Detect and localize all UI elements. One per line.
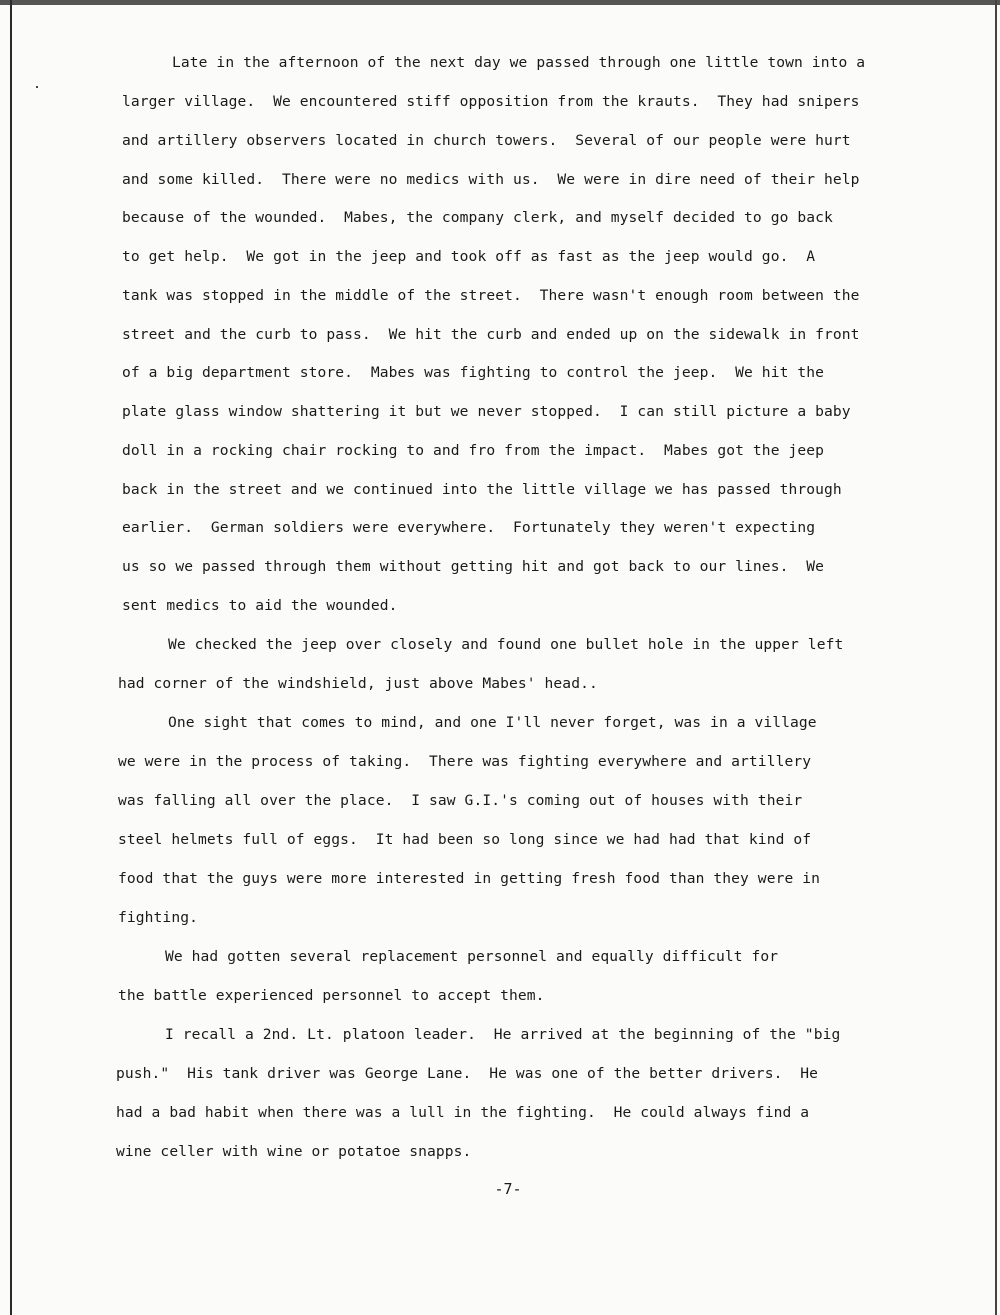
text-line: the battle experienced personnel to accept them. — [118, 987, 545, 1004]
text-line: doll in a rocking chair rocking to and fro from the impact. Mabes got the jeep — [122, 442, 825, 459]
text-line: and artillery observers located in church towers. Several of our people were hurt — [122, 132, 851, 149]
text-line: push." His tank driver was George Lane. He was one of the better drivers. He — [116, 1065, 819, 1082]
text-line: and some killed. There were no medics with us. We were in dire need of their help — [122, 171, 860, 188]
text-line: larger village. We encountered stiff opposition from the krauts. They had snipers — [122, 93, 860, 110]
text-line: wine celler with wine or potatoe snapps. — [116, 1143, 472, 1160]
text-line: to get help. We got in the jeep and took off as fast as the jeep would go. A — [122, 248, 816, 265]
text-line: was falling all over the place. I saw G.I.'s coming out of houses with their — [118, 792, 803, 809]
text-line: We checked the jeep over closely and found one bullet hole in the upper left — [168, 636, 844, 653]
text-line: had corner of the windshield, just above Mabes' head.. — [118, 675, 598, 692]
text-line: sent medics to aid the wounded. — [122, 597, 398, 614]
text-line: back in the street and we continued into the little village we has passed through — [122, 481, 842, 498]
text-line: earlier. German soldiers were everywhere. Fortunately they weren't expecting — [122, 519, 816, 536]
text-line: plate glass window shattering it but we never stopped. I can still picture a baby — [122, 403, 851, 420]
text-line: fighting. — [118, 909, 198, 926]
ink-speck — [36, 86, 38, 88]
text-line: steel helmets full of eggs. It had been so long since we had had that kind of — [118, 831, 812, 848]
text-line: We had gotten several replacement personnel and equally difficult for — [165, 948, 779, 965]
page-number — [0, 1180, 1000, 1198]
text-line: of a big department store. Mabes was fighting to control the jeep. We hit the — [122, 364, 825, 381]
text-line: us so we passed through them without getting hit and got back to our lines. We — [122, 558, 825, 575]
text-line: Late in the afternoon of the next day we passed through one little town into a — [172, 54, 866, 71]
page-number-text: -7- — [494, 1180, 522, 1198]
page-top-edge — [0, 0, 1000, 5]
text-line: we were in the process of taking. There was fighting everywhere and artillery — [118, 753, 812, 770]
text-line: One sight that comes to mind, and one I'll never forget, was in a village — [168, 714, 817, 731]
text-line: street and the curb to pass. We hit the curb and ended up on the sidewalk in front — [122, 326, 860, 343]
text-line: I recall a 2nd. Lt. platoon leader. He arrived at the beginning of the "big — [165, 1026, 841, 1043]
text-line: tank was stopped in the middle of the street. There wasn't enough room between the — [122, 287, 860, 304]
text-line: food that the guys were more interested in getting fresh food than they were in — [118, 870, 821, 887]
page-left-edge — [10, 0, 12, 1315]
text-line: had a bad habit when there was a lull in the fighting. He could always find a — [116, 1104, 810, 1121]
page-right-edge — [995, 0, 997, 1315]
text-line: because of the wounded. Mabes, the company clerk, and myself decided to go back — [122, 209, 833, 226]
